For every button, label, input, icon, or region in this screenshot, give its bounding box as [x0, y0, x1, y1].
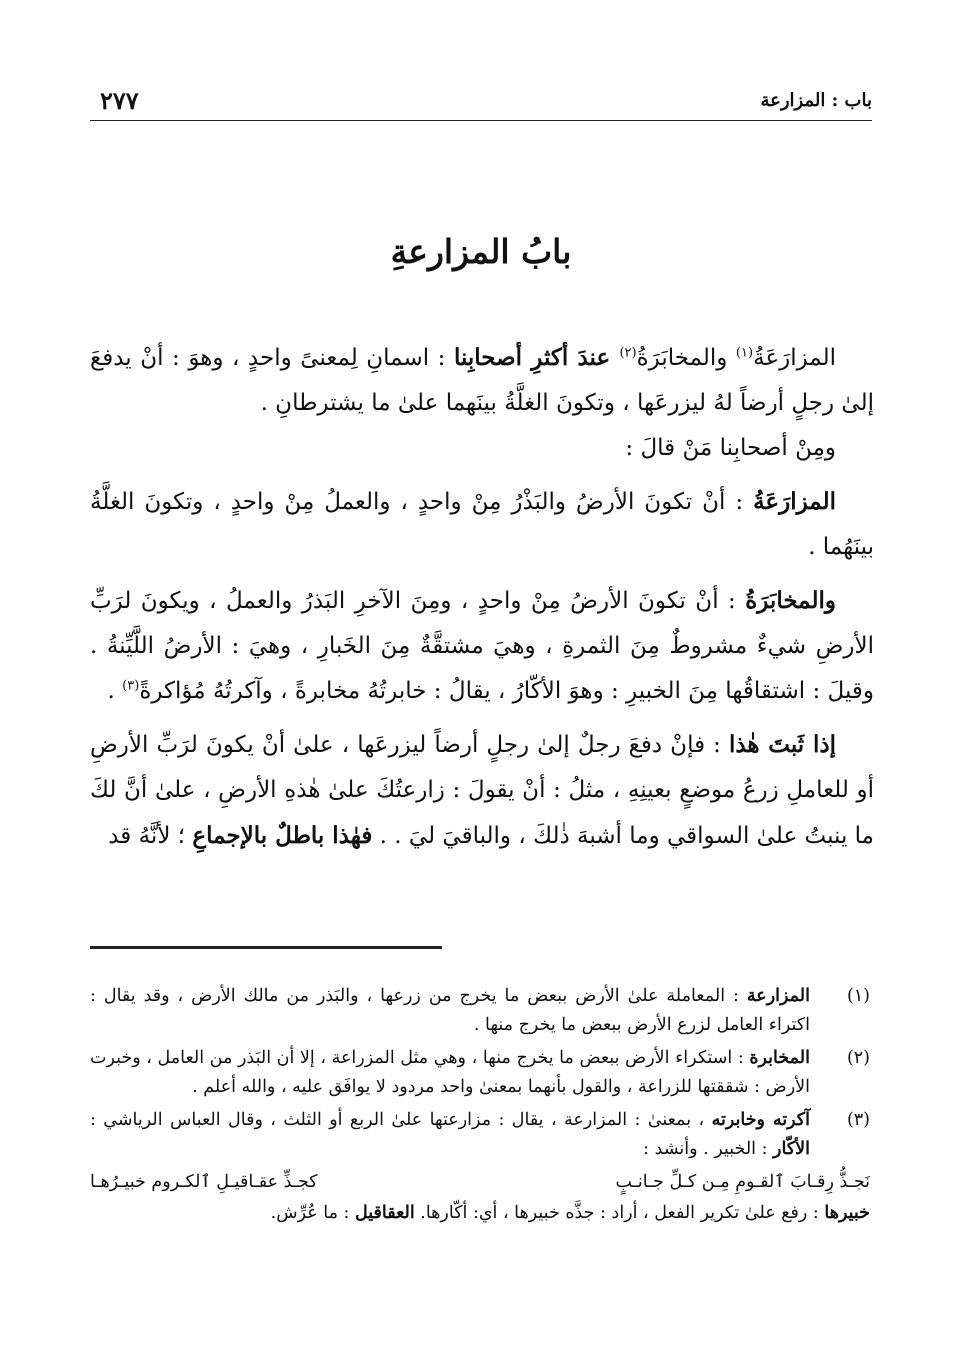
- footnote-text-2: : الخبير . وأنشد :: [643, 1139, 774, 1159]
- paragraph-ruling: [90, 722, 874, 859]
- term-muzaraa: المزارَعَةُ: [753, 345, 836, 371]
- paragraph-mukhabara: [90, 578, 874, 714]
- ruling-lead: إذا ثَبتَ هٰذا: [728, 731, 836, 758]
- page-number: ٢٧٧: [100, 86, 139, 115]
- footnote-divider: [90, 946, 442, 949]
- main-text: [90, 335, 874, 859]
- chapter-title: بابُ المزارعةِ: [390, 232, 572, 271]
- term-mukhabara: والمخابَرَةُ: [636, 345, 736, 371]
- footnote-3: [90, 1106, 870, 1164]
- majority-phrase: عندَ أكثرِ أصحابِنا: [453, 344, 620, 371]
- footnote-2: [90, 1044, 870, 1102]
- muzaraa-text: : أنْ تكونَ الأرضُ والبَذْرُ مِنْ واحدٍ ، والعملُ مِنْ واحدٍ ، وتكونَ الغلَّةُ بينَهُما .: [90, 489, 874, 560]
- term-mukhabara-bold: والمخابَرَةُ: [745, 587, 836, 614]
- verse-first-hemistich: نَجـذُّ رِقـابَ ٱلقـومِ مِـن كـلِّ جـانـبٍ: [615, 1172, 870, 1192]
- paragraph-other-view: [90, 426, 874, 471]
- footnote-term: آكرته وخابرته: [711, 1110, 810, 1130]
- paragraph-definition: [90, 335, 874, 426]
- term-muzaraa-bold: المزارَعَةُ: [753, 488, 836, 515]
- ruling-text: : فإنْ دفعَ رجلٌ إلىٰ رجلٍ أرضاً ليزرعَها ، علىٰ أنْ يكونَ لرَبِّ الأرضِ أو للعاملِ زرعُ موضعٍ بعينِهِ ، مثلُ : أنْ يقولَ : زارعتُكَ علىٰ هٰذهِ الأرضِ ، علىٰ أنَّ لكَ ما ينبتُ علىٰ السواقي وما أشبهَ ذٰلكَ ، والباقيَ ليَ . .: [90, 732, 874, 849]
- mukhabara-text: : أنْ تكونَ الأرضُ مِنْ واحدٍ ، ومِنَ الآخرِ البَذرُ والعملُ ، ويكونَ لرَبِّ الأرضِ شيءٌ مشروطٌ مِنَ الثمرةِ ، وهيَ مشتقَّةٌ مِنَ الخَبارِ ، وهيَ : الأرضُ اللَّيِّنةُ . وقيلَ : اشتقاقُها مِنَ الخبيرِ : وهوَ الأكّارُ ، يقالُ : خابرتُهُ مخابرةً ، وآكرتُهُ مُؤاكرةً: [90, 588, 874, 704]
- mukhabara-end: .: [107, 678, 123, 704]
- footnote-ref-2[interactable]: (٢): [619, 345, 637, 361]
- ruling-invalid: فهٰذا باطلٌ بالإجماعِ: [192, 822, 373, 849]
- footnote-number: (٢): [846, 1048, 870, 1068]
- verse-note-text-1: : رفع علىٰ تكرير الفعل ، أراد : جذَّه خبيرها ، أي: أكّارها.: [414, 1203, 825, 1223]
- verse-term-2: العقاقيل: [354, 1203, 415, 1223]
- footnote-ref-1[interactable]: (١): [735, 345, 754, 361]
- verse-term-1: خبيرها: [824, 1203, 870, 1223]
- running-header: [90, 86, 872, 121]
- poetry-verse: [90, 1168, 870, 1197]
- footnote-1: [90, 982, 870, 1040]
- footnote-text: ، بمعنىٰ : المزارعة ، يقال : مزارعتها علىٰ الربع أو الثلث ، وقال العباس الرياشي :: [90, 1110, 712, 1130]
- footnote-text: : استكراء الأرض ببعض ما يخرج منها ، وهي مثل المزراعة ، إلا أن البَذر من العامل ، وخبرت الأرض : شققتها للزراعة ، والقول بأنهما بمعنىٰ واحد مردود لا يوافَق عليه ، والله أعلم .: [90, 1048, 810, 1097]
- footnote-ref-3[interactable]: (٣): [122, 678, 140, 694]
- verse-note-text-2: : ما عُرِّش.: [270, 1203, 355, 1223]
- footnote-number: (١): [846, 986, 870, 1006]
- footnotes: [90, 982, 870, 1228]
- ruling-text-end: ؛ لأنَّهُ قد: [108, 823, 193, 849]
- footnote-term-2: الأكّار: [773, 1139, 810, 1159]
- other-view-text: ومِنْ أصحابِنا مَنْ قالَ :: [625, 435, 836, 461]
- footnote-number: (٣): [846, 1110, 870, 1130]
- paragraph-muzaraa: [90, 479, 874, 570]
- running-title: باب : المزارعة: [760, 90, 872, 111]
- footnote-term: المزارعة: [746, 986, 810, 1006]
- verse-explanation: [90, 1199, 870, 1228]
- verse-second-hemistich: كجـذِّ عقـاقيـلِ ٱلكـروم خبيـرُهـا: [90, 1172, 318, 1192]
- definition-text: : اسمانِ لِمعنىً واحدٍ ، وهوَ : أنْ يدفعَ إلىٰ رجلٍ أرضاً لهُ ليزرعَها ، وتكونَ الغلَّةُ بينَهما علىٰ ما يشترطانِ .: [90, 345, 874, 416]
- footnote-text: : المعاملة علىٰ الأرض ببعض ما يخرج من زرعها ، والبَذر من مالك الأرض ، وقد يقال : اكتراء العامل لزرع الأرض ببعض ما يخرج منها .: [90, 986, 810, 1035]
- footnote-term: المخابرة: [749, 1048, 810, 1068]
